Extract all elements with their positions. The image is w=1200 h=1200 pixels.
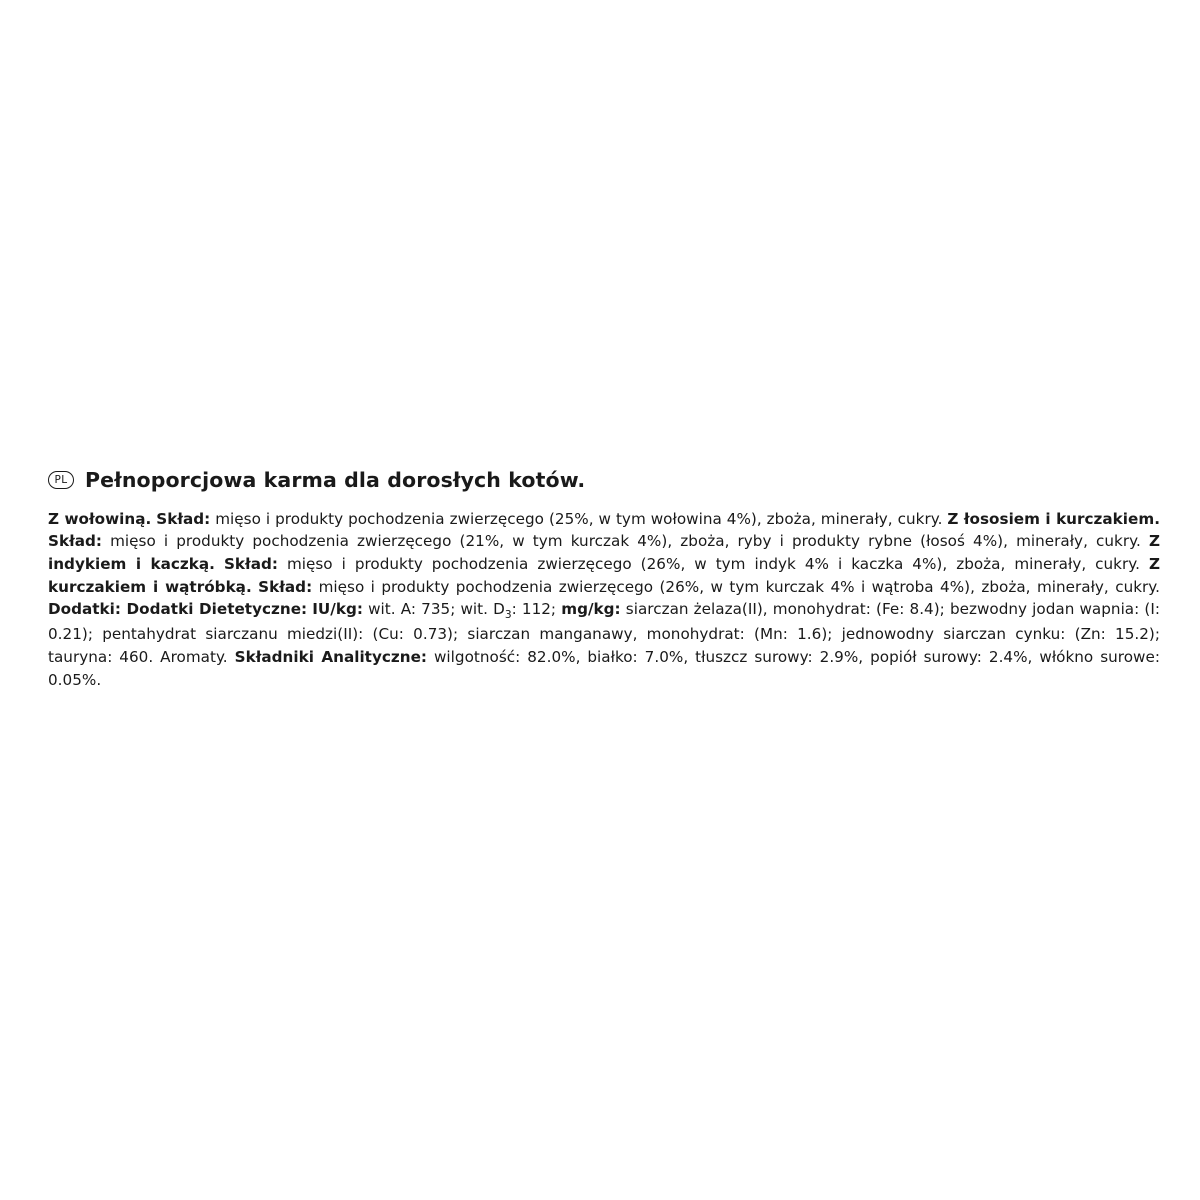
additives-label: Dodatki: Dodatki Dietetyczne: bbox=[48, 600, 308, 619]
composition-label-3: Skład: bbox=[258, 577, 313, 596]
additives-iu-values: wit. A: 735; wit. D bbox=[362, 600, 505, 619]
composition-label-0: Skład: bbox=[156, 509, 211, 528]
composition-text-1: mięso i produkty pochodzenia zwierzęcego (21%, w tym kurczak 4%), zboża, ryby i produkty rybne (łosoś 4%), minerały, cukry. bbox=[102, 532, 1141, 551]
language-badge-icon: PL bbox=[48, 471, 74, 489]
additives-iu-values-2: : 112; bbox=[511, 600, 557, 619]
variant-name-1: Z łososiem i kurczakiem. bbox=[947, 509, 1160, 528]
composition-text-0: mięso i produkty pochodzenia zwierzęcego (25%, w tym wołowina 4%), zboża, minerały, cukry. bbox=[210, 509, 943, 528]
additives-mg-label: mg/kg: bbox=[561, 600, 621, 619]
composition-paragraph bbox=[48, 508, 1160, 691]
composition-text-2: mięso i produkty pochodzenia zwierzęcego (26%, w tym indyk 4% i kaczka 4%), zboża, minerały, cukry. bbox=[277, 555, 1140, 574]
variant-name-0: Z wołowiną. bbox=[48, 509, 152, 528]
variant-name-3: Z kurczakiem i wątróbką. bbox=[48, 555, 1160, 596]
additives-iu-subscript: 3 bbox=[504, 608, 512, 622]
analytical-label: Składniki Analityczne: bbox=[234, 647, 428, 666]
analytical-values: wilgotność: 82.0%, białko: 7.0%, tłuszcz surowy: 2.9%, popiół surowy: 2.4%, włókno surowe: 0.05%. bbox=[48, 647, 1160, 689]
composition-text-3: mięso i produkty pochodzenia zwierzęcego (26%, w tym kurczak 4% i wątroba 4%), zboża, minerały, cukry. bbox=[312, 577, 1160, 596]
heading-row bbox=[48, 468, 1160, 493]
page-title: Pełnoporcjowa karma dla dorosłych kotów. bbox=[85, 468, 586, 492]
composition-label-2: Skład: bbox=[223, 555, 278, 574]
pet-food-label bbox=[48, 468, 1160, 706]
additives-mg-values: siarczan żelaza(II), monohydrat: (Fe: 8.4); bezwodny jodan wapnia: (I: 0.21); pentahydrat siarczanu miedzi(II): (Cu: 0.73); siarczan manganawy, monohydrat: (Mn: 1.6); jednowodny siarczan cynku: (Zn: 15.2); tauryna: 460. Aromaty. bbox=[48, 600, 1160, 666]
additives-iu-label: IU/kg: bbox=[312, 600, 363, 619]
composition-label-1: Skład: bbox=[48, 532, 102, 551]
variant-name-2: Z indykiem i kaczką. bbox=[48, 532, 1160, 574]
